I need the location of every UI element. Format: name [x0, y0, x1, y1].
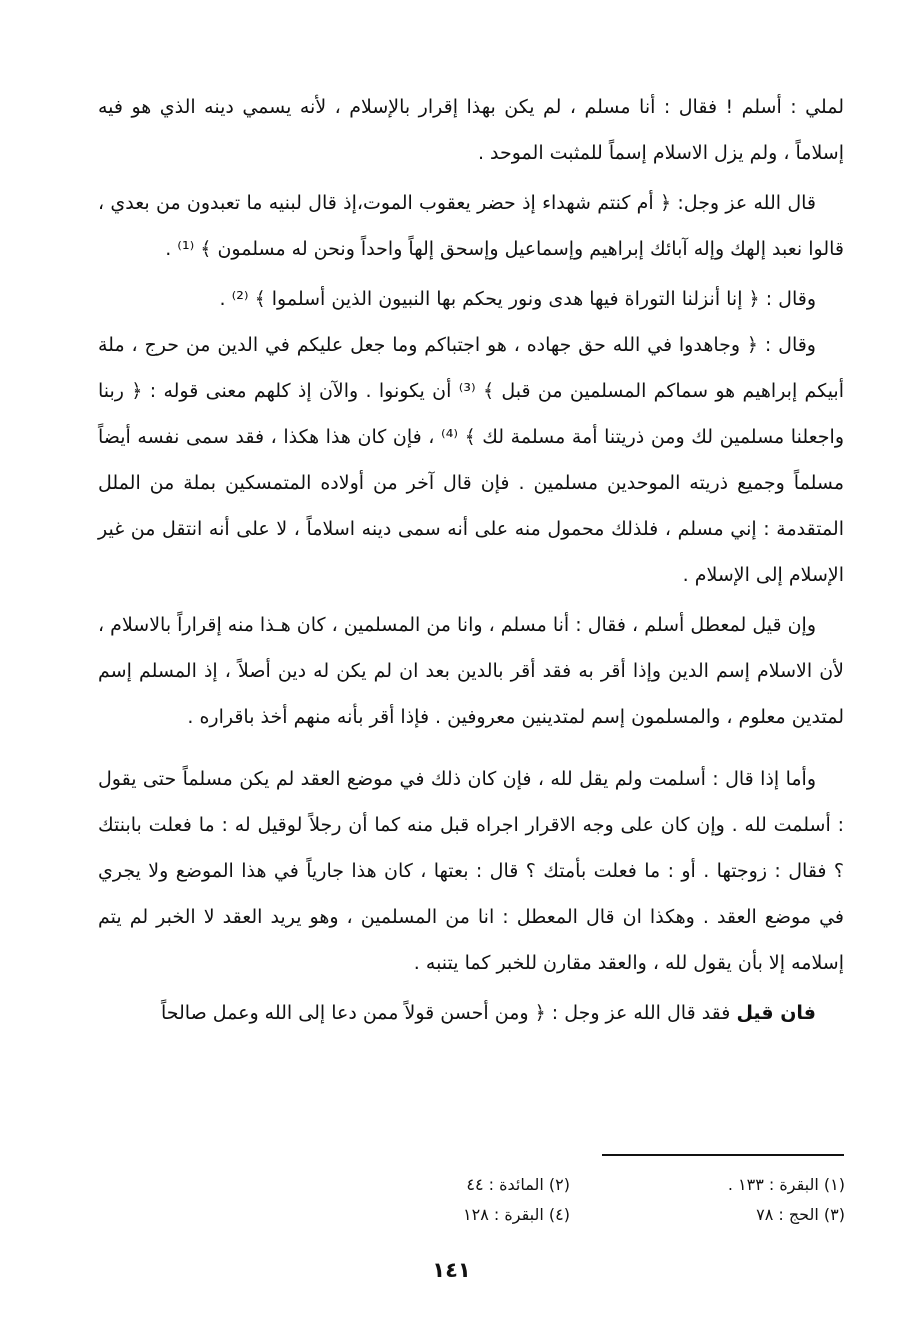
footnote: (٣) الحج : ٧٨	[756, 1205, 845, 1224]
footnote: (٢) المائدة : ٤٤	[466, 1175, 570, 1194]
page-number: ١٤١	[432, 1258, 471, 1282]
footnotes	[395, 1170, 845, 1230]
footnote-row	[395, 1200, 845, 1230]
body-text	[98, 84, 844, 1036]
paragraph	[98, 990, 844, 1036]
paragraph: وقال : ﴿ وجاهدوا في الله حق جهاده ، هو اجتباكم وما جعل عليكم في الدين من حرج ، ملة أبيكم إبراهيم هو سماكم المسلمين من قبل ﴾ ⁽³⁾ أن يكونوا . والآن إذ كلهم معنى قوله : ﴿ ربنا واجعلنا مسلمين لك ومن ذريتنا أمة مسلمة لك ﴾ ⁽⁴⁾ ، فإن كان هذا هكذا ، فقد سمى نفسه أيضاً مسلماً وجميع ذريته الموحدين مسلمين . فإن قال آخر من أولاده المتمسكين بملة من الملل المتقدمة : إني مسلم ، فلذلك محمول منه على أنه سمى دينه اسلاماً ، لا على أنه انتقل من غير الإسلام إلى الإسلام .	[98, 334, 844, 586]
paragraph-text: فقد قال الله عز وجل : ﴿ ومن أحسن قولاً ممن دعا إلى الله وعمل صالحاً	[160, 1002, 731, 1024]
paragraph: وقال : ﴿ إنا أنزلنا التوراة فيها هدى ونور يحكم بها النبيون الذين أسلموا ﴾ ⁽²⁾ .	[219, 288, 816, 310]
footnote-row	[395, 1170, 845, 1200]
footnote: (١) البقرة : ١٣٣ .	[727, 1175, 845, 1194]
footnote: (٤) البقرة : ١٢٨	[463, 1205, 570, 1224]
paragraph-lead: فان قيل	[736, 1002, 816, 1024]
paragraph: وأما إذا قال : أسلمت ولم يقل لله ، فإن كان ذلك في موضع العقد لم يكن مسلماً حتى يقول : أسلمت لله . وإن كان على وجه الاقرار اجراه قبل منه كما أن رجلاً لوقيل له : ما فعلت بابنتك ؟ فقال : زوجتها . أو : ما فعلت بأمتك ؟ قال : بعتها ، كان هذا جارياً في هذا الموضع ولا يجري في موضع العقد . وهكذا ان قال المعطل : انا من المسلمين ، وهو يريد العقد لا الخبر لم يتم إسلامه إلا بأن يقول لله ، والعقد مقارن للخبر كما يتنبه .	[98, 768, 844, 974]
paragraph: لملي : أسلم ! فقال : أنا مسلم ، لم يكن بهذا إقرار بالإسلام ، لأنه يسمي دينه الذي هو فيه إسلاماً ، ولم يزل الاسلام إسماً للمثبت الموحد .	[98, 96, 844, 164]
paragraph: وإن قيل لمعطل أسلم ، فقال : أنا مسلم ، وانا من المسلمين ، كان هـذا منه إقراراً بالاسلام ، لأن الاسلام إسم الدين وإذا أقر به فقد أقر بالدين بعد ان لم يكن له دين أصلاً ، إذ المسلم إسم لمتدين معلوم ، والمسلمون إسم لمتدينين معروفين . فإذا أقر بأنه منهم أخذ باقراره .	[98, 614, 844, 728]
footnote-divider	[602, 1154, 844, 1156]
paragraph: قال الله عز وجل: ﴿ أم كنتم شهداء إذ حضر يعقوب الموت،إذ قال لبنيه ما تعبدون من بعدي ، قالوا نعبد إلهك وإله آبائك إبراهيم وإسماعيل وإسحق إلهاً واحداً ونحن له مسلمون ﴾ ⁽¹⁾ .	[98, 192, 844, 260]
